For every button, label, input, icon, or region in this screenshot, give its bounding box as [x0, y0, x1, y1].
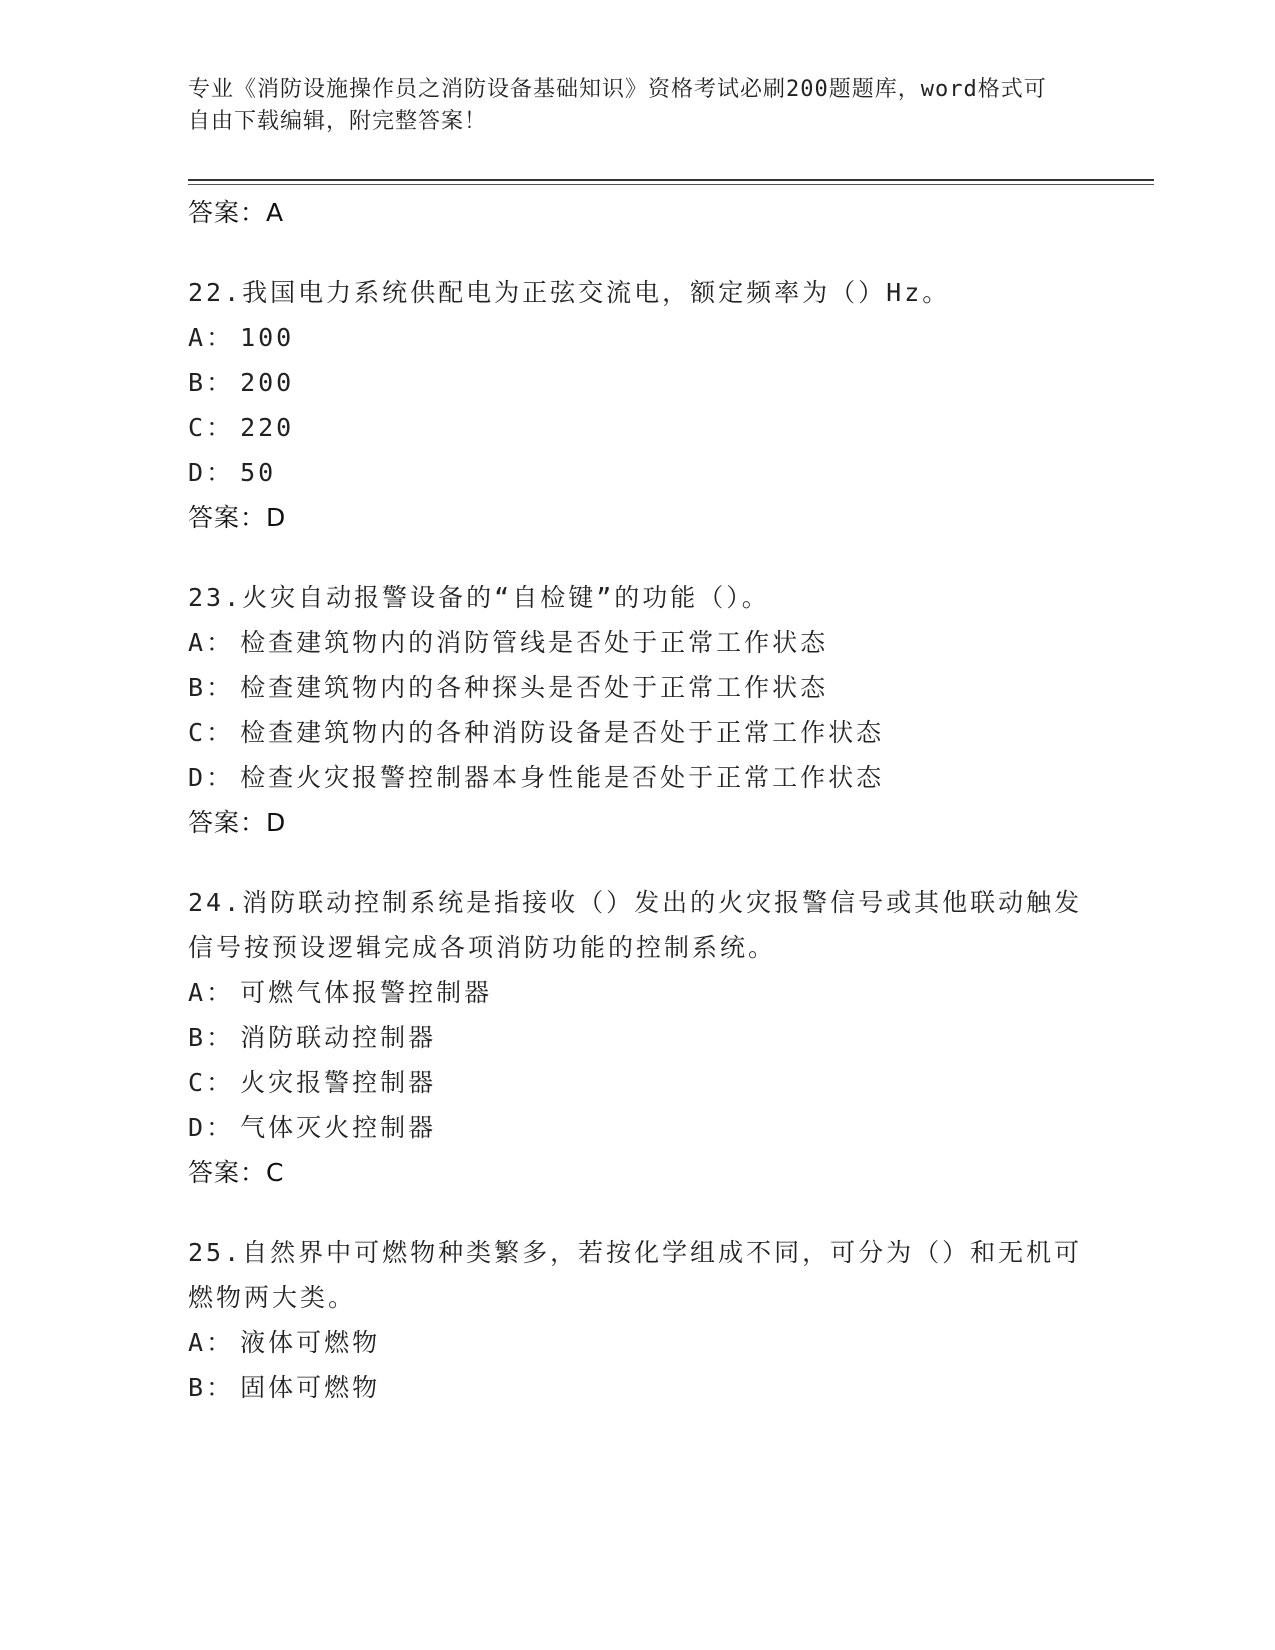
answer-option-a — [188, 1320, 1088, 1365]
option-key: A — [188, 628, 207, 657]
answer-option-d — [188, 450, 1088, 495]
option-separator: ： — [206, 718, 235, 747]
option-separator: ： — [206, 1373, 235, 1402]
option-text: 固体可燃物 — [240, 1373, 381, 1402]
answer-option-a — [188, 970, 1088, 1015]
answer-option-b — [188, 1015, 1088, 1060]
option-separator: ： — [206, 323, 235, 352]
option-text: 100 — [240, 323, 295, 352]
document-header: 专业《消防设施操作员之消防设备基础知识》资格考试必刷200题题库，word格式可自由下载编辑，附完整答案！ — [188, 77, 1047, 134]
answer-line: 答案：D — [188, 503, 287, 532]
option-text: 检查建筑物内的各种消防设备是否处于正常工作状态 — [240, 718, 885, 747]
option-text: 消防联动控制器 — [240, 1023, 437, 1052]
answer-option-d — [188, 1105, 1088, 1150]
question-stem: 23.火灾自动报警设备的“自检键”的功能（）。 — [188, 583, 770, 612]
answer-option-c — [188, 1060, 1088, 1105]
option-separator: ： — [206, 673, 235, 702]
option-separator: ： — [206, 1113, 235, 1142]
option-separator: ： — [206, 1068, 235, 1097]
option-key: C — [188, 1068, 207, 1097]
header-divider-thin — [188, 184, 1154, 185]
option-separator: ： — [206, 413, 235, 442]
question-block — [188, 575, 1088, 845]
answer-line: 答案：D — [188, 808, 287, 837]
question-block — [188, 270, 1088, 540]
option-key: B — [188, 673, 207, 702]
option-text: 50 — [240, 458, 277, 487]
header-divider-thick — [188, 179, 1154, 181]
answer-option-b — [188, 360, 1088, 405]
document-content — [188, 190, 1088, 1410]
option-text: 气体灭火控制器 — [240, 1113, 437, 1142]
answer-option-c — [188, 405, 1088, 450]
option-key: B — [188, 368, 207, 397]
option-separator: ： — [206, 1328, 235, 1357]
option-text: 检查火灾报警控制器本身性能是否处于正常工作状态 — [240, 763, 885, 792]
question-stem: 22.我国电力系统供配电为正弦交流电，额定频率为（）Hz。 — [188, 278, 951, 307]
option-text: 液体可燃物 — [240, 1328, 381, 1357]
question-stem: 25.自然界中可燃物种类繁多，若按化学组成不同，可分为（）和无机可燃物两大类。 — [188, 1238, 1083, 1312]
previous-answer: 答案：A — [188, 198, 285, 227]
option-key: D — [188, 1113, 207, 1142]
option-key: A — [188, 1328, 207, 1357]
answer-option-a — [188, 620, 1088, 665]
option-separator: ： — [206, 978, 235, 1007]
option-separator: ： — [206, 763, 235, 792]
option-separator: ： — [206, 368, 235, 397]
question-block — [188, 1230, 1088, 1410]
option-text: 检查建筑物内的各种探头是否处于正常工作状态 — [240, 673, 829, 702]
option-key: A — [188, 323, 207, 352]
option-text: 检查建筑物内的消防管线是否处于正常工作状态 — [240, 628, 829, 657]
answer-option-d — [188, 755, 1088, 800]
option-key: D — [188, 458, 207, 487]
option-key: D — [188, 763, 207, 792]
question-block — [188, 880, 1088, 1195]
answer-option-a — [188, 315, 1088, 360]
option-text: 火灾报警控制器 — [240, 1068, 437, 1097]
question-list — [188, 270, 1088, 1410]
option-separator: ： — [206, 628, 235, 657]
question-stem: 24.消防联动控制系统是指接收（）发出的火灾报警信号或其他联动触发信号按预设逻辑完成各项消防功能的控制系统。 — [188, 888, 1083, 962]
option-key: C — [188, 718, 207, 747]
option-text: 200 — [240, 368, 295, 397]
answer-option-b — [188, 665, 1088, 710]
answer-option-b — [188, 1365, 1088, 1410]
answer-line: 答案：C — [188, 1158, 285, 1187]
option-separator: ： — [206, 458, 235, 487]
option-text: 可燃气体报警控制器 — [240, 978, 493, 1007]
option-key: A — [188, 978, 207, 1007]
option-key: B — [188, 1373, 207, 1402]
option-key: B — [188, 1023, 207, 1052]
option-key: C — [188, 413, 207, 442]
option-text: 220 — [240, 413, 295, 442]
answer-option-c — [188, 710, 1088, 755]
option-separator: ： — [206, 1023, 235, 1052]
